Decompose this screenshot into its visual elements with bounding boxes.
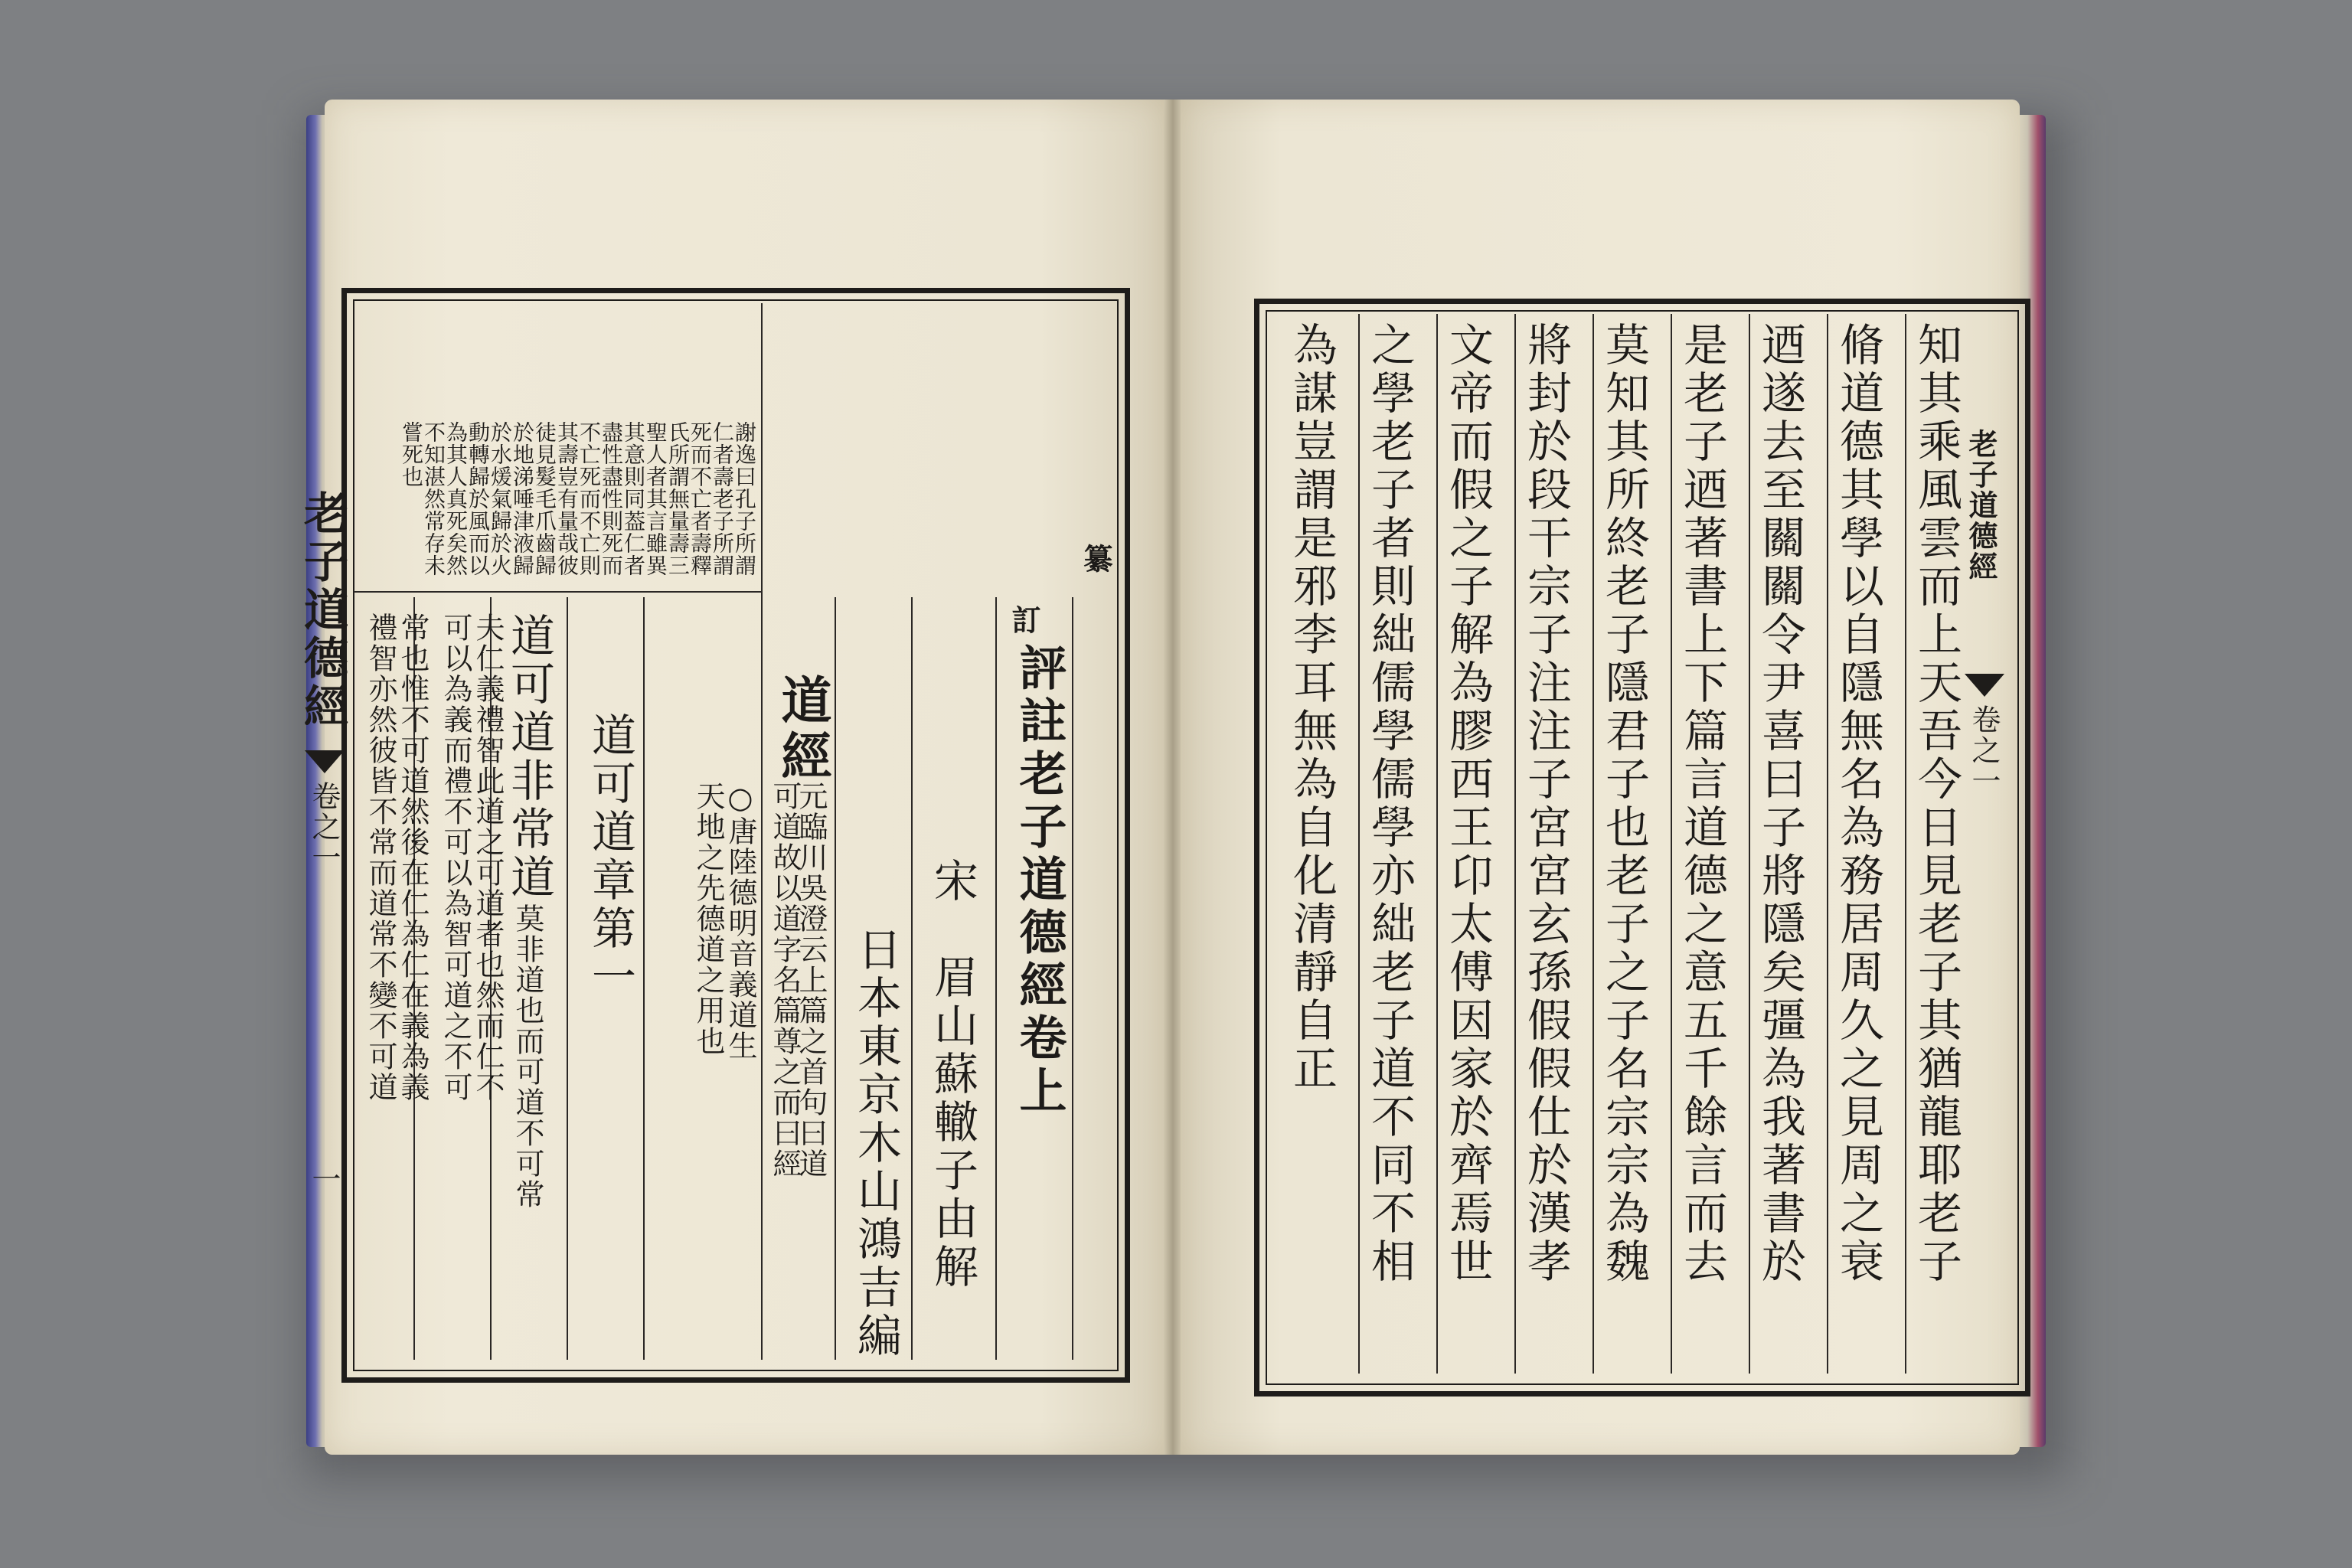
- compiled-label: 纂: [1079, 544, 1113, 574]
- right-text-col: 將封於段干宗子注注子宮宮玄孫假假仕於漢孝: [1520, 322, 1572, 1286]
- left-column-rule: [567, 597, 568, 1360]
- right-column-rule: [1514, 314, 1516, 1374]
- left-annotation-divider: [354, 591, 761, 593]
- right-column-rule: [1592, 314, 1594, 1374]
- right-text-col: 之學老子者則絀儒學儒學亦絀老子道不同不相: [1364, 322, 1416, 1286]
- right-column-rule: [1827, 314, 1828, 1374]
- annotation-col: 不亡死而不亡則: [577, 421, 602, 577]
- right-margin-title: 老子道德經: [1964, 429, 1998, 582]
- section-note: 天地之先德道之用也: [691, 781, 725, 1057]
- annotation-col: 聖人者其言雖異: [643, 421, 668, 577]
- left-text-col: 可以為義而禮不可以為智可道之不可: [439, 612, 472, 1102]
- left-margin-volume: 卷之一: [307, 781, 341, 873]
- right-text-col: 知其乘風雲而上天吾今日見老子其猶龍耶老子: [1910, 322, 1962, 1286]
- left-column-rule: [643, 597, 645, 1360]
- left-column-rule: [761, 303, 763, 1360]
- right-fish-tail-mark: [1965, 674, 2004, 697]
- open-book: [296, 92, 2046, 1462]
- right-column-rule: [1436, 314, 1438, 1374]
- right-column-rule: [1905, 314, 1906, 1374]
- annotation-col: 謝逸曰孔子所謂: [732, 421, 757, 577]
- left-column-rule: [911, 597, 913, 1360]
- annotation-col: 盡性盡性則死而: [599, 421, 624, 577]
- right-column-rule: [1358, 314, 1360, 1374]
- annotation-col: 動轉歸於風而以: [466, 421, 491, 577]
- right-text-col: 為謀豈謂是邪李耳無為自化清靜自正: [1285, 322, 1338, 1093]
- left-column-rule: [1072, 597, 1073, 1360]
- left-annotation-block: [397, 421, 756, 582]
- right-text-col: 莫知其所終老子隱君子也老子之子名宗宗為魏: [1598, 322, 1650, 1286]
- annotation-col: 氏所謂無量壽三: [665, 421, 691, 577]
- annotation-col: 其意則同葢仁者: [621, 421, 646, 577]
- book-editor: 日本東京木山鴻吉編: [850, 926, 902, 1361]
- section-note: 可道故以道字名篇尊之而曰經: [768, 781, 802, 1179]
- annotation-col: 於地涕唾津液歸: [510, 421, 535, 577]
- left-column-rule: [995, 597, 997, 1360]
- section-note: 元臨川吳澄云上篇之首句曰道: [794, 781, 828, 1179]
- book-author: 宋 眉山蘇轍子由解: [926, 858, 978, 1292]
- book-gutter: [1164, 100, 1182, 1455]
- chapter-heading: 道可道章第一: [584, 712, 636, 1001]
- annotation-col: 為其人真死矣然: [443, 421, 469, 577]
- left-text-col: 禮智亦然彼皆不常而道常不變不可道: [364, 612, 397, 1102]
- section-heading: 道經: [773, 674, 832, 786]
- left-fish-tail-mark: [305, 750, 345, 773]
- left-margin-title: 老子道德經: [296, 490, 348, 731]
- right-margin-volume: 卷之一: [1967, 704, 2001, 796]
- right-column-rule: [1671, 314, 1672, 1374]
- right-text-col: 文帝而假之子解為膠西王卬太傅因家於齊焉世: [1442, 322, 1494, 1286]
- left-text-col: 道可道非常道: [503, 612, 555, 902]
- annotation-col: 死而不亡者壽釋: [688, 421, 713, 577]
- right-text-col: 迺遂去至關關令尹喜曰子將隱矣彊為我著書於: [1754, 322, 1806, 1286]
- revised-label: 訂: [1007, 605, 1041, 635]
- annotation-col: 徒見髮毛爪齒歸: [532, 421, 557, 577]
- right-text-col: 是老子迺著書上下篇言道德之意五千餘言而去: [1676, 322, 1728, 1286]
- section-note: ○唐陸德明音義道生: [724, 781, 757, 1061]
- annotation-col: 仁者壽老子所謂: [710, 421, 735, 577]
- left-column-rule: [835, 597, 836, 1360]
- book-title: 評註老子道德經卷上: [1011, 643, 1067, 1119]
- annotation-col: 嘗死也: [399, 421, 424, 488]
- right-text-col: 脩道德其學以自隱無名為務居周久之見周之衰: [1832, 322, 1884, 1286]
- annotation-col: 於水煖氣歸於火: [488, 421, 513, 577]
- left-text-col: 莫非道也而可道不可常: [511, 903, 544, 1210]
- left-text-col: 常也惟不可道然後在仁為仁在義為義: [396, 612, 430, 1102]
- annotation-col: 不知湛然常存未: [421, 421, 446, 577]
- annotation-col: 其壽豈有量哉彼: [554, 421, 580, 577]
- left-margin-leaf: 一: [307, 1164, 341, 1194]
- right-column-rule: [1749, 314, 1750, 1374]
- left-text-col: 夫仁義禮智此道之可道者也然而仁不: [471, 612, 505, 1102]
